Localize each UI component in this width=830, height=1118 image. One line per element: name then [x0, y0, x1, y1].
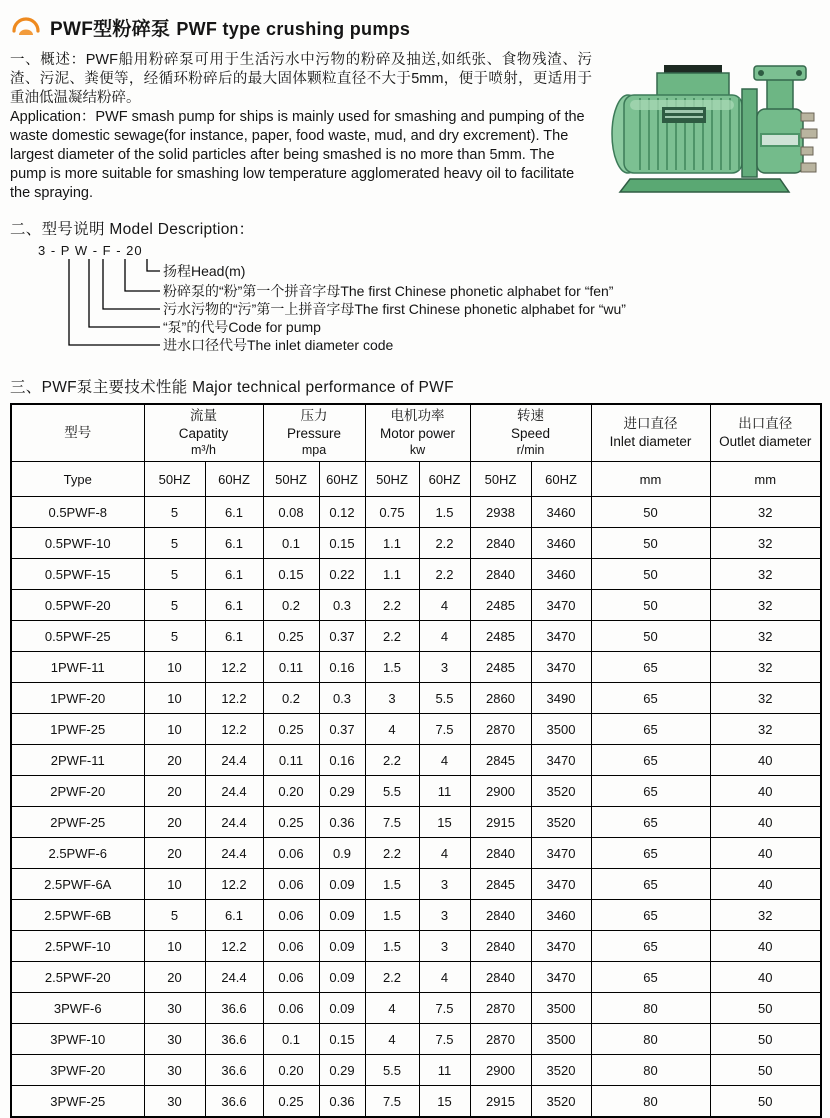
model-type-cell: 2PWF-11 [11, 745, 144, 776]
value-cell: 3520 [531, 807, 591, 838]
value-cell: 0.20 [263, 1055, 319, 1086]
model-code-diagram [28, 243, 820, 361]
value-cell: 36.6 [205, 1024, 263, 1055]
pump-photo [602, 53, 820, 201]
value-cell: 2870 [470, 993, 531, 1024]
overview-section [10, 51, 820, 203]
value-cell: 24.4 [205, 807, 263, 838]
value-cell: 5 [144, 559, 205, 590]
value-cell: 2840 [470, 838, 531, 869]
model-type-cell: 2.5PWF-6A [11, 869, 144, 900]
value-cell: 0.2 [263, 683, 319, 714]
value-cell: 15 [419, 1086, 470, 1118]
model-type-cell: 3PWF-20 [11, 1055, 144, 1086]
table-row [11, 652, 821, 683]
col-outlet-diameter [710, 404, 821, 462]
value-cell: 50 [591, 590, 710, 621]
value-cell: 0.15 [319, 528, 365, 559]
col-speed-zh: 转速 [517, 408, 544, 424]
value-cell: 65 [591, 776, 710, 807]
value-cell: 3460 [531, 528, 591, 559]
value-cell: 1.5 [419, 497, 470, 528]
value-cell: 3470 [531, 869, 591, 900]
table-row [11, 528, 821, 559]
col-motor-zh: 电机功率 [390, 408, 445, 424]
value-cell: 50 [591, 528, 710, 559]
col-outlet-zh: 出口直径 [738, 416, 793, 432]
value-cell: 2900 [470, 776, 531, 807]
overview-paragraph-zh: 一、概述：PWF船用粉碎泵可用于生活污水中污物的粉碎及抽送,如纸张、食物残渣、污渣、污泥、粪便等，经循环粉碎后的最大固体颗粒直径不大于5mm，便于喷射，更适用于重油低温凝结粉碎。 [10, 52, 592, 106]
table-row [11, 838, 821, 869]
value-cell: 3 [419, 931, 470, 962]
value-cell: 0.25 [263, 714, 319, 745]
value-cell: 3460 [531, 559, 591, 590]
value-cell: 10 [144, 714, 205, 745]
value-cell: 4 [419, 962, 470, 993]
value-cell: 7.5 [419, 1024, 470, 1055]
value-cell: 12.2 [205, 683, 263, 714]
value-cell: 0.06 [263, 993, 319, 1024]
table-row [11, 559, 821, 590]
value-cell: 24.4 [205, 838, 263, 869]
overview-paragraph-en: Application：PWF smash pump for ships is mainly used for smashing and pumping of the waste domestic sewage(for instance, paper, food waste, mud, and dry excrement). The largest diameter of the solid particles after being smashed is no more than 5mm. The pump is more suitable for smashing low temperature agglomerated heavy oil to facilitate the spraying. [10, 109, 585, 201]
value-cell: 0.1 [263, 1024, 319, 1055]
value-cell: 12.2 [205, 931, 263, 962]
col-motor-unit: kw [409, 443, 426, 458]
value-cell: 40 [710, 869, 821, 900]
value-cell: 2.2 [365, 962, 419, 993]
value-cell: 3500 [531, 714, 591, 745]
value-cell: 1.1 [365, 559, 419, 590]
value-cell: 36.6 [205, 1055, 263, 1086]
col-capacity-unit: m³/h [191, 443, 216, 458]
model-label-head: 扬程Head(m) [163, 263, 246, 279]
value-cell: 2840 [470, 900, 531, 931]
value-cell: 2.2 [419, 559, 470, 590]
value-cell: 80 [591, 1086, 710, 1118]
value-cell: 50 [710, 1055, 821, 1086]
value-cell: 12.2 [205, 652, 263, 683]
value-cell: 3 [419, 652, 470, 683]
col-capacity-zh: 流量 [190, 408, 217, 424]
model-label-inlet-code: 进水口径代号The inlet diameter code [163, 337, 394, 353]
value-cell: 2860 [470, 683, 531, 714]
model-label-pump-code: “泵”的代号Code for pump [163, 319, 321, 335]
value-cell: 7.5 [419, 993, 470, 1024]
value-cell: 5 [144, 900, 205, 931]
value-cell: 80 [591, 1055, 710, 1086]
page-title-en: PWF type crushing pumps [176, 19, 411, 39]
value-cell: 10 [144, 652, 205, 683]
page-header [10, 14, 820, 41]
col-motor-en: Motor power [379, 425, 456, 441]
value-cell: 6.1 [205, 621, 263, 652]
col-pressure-zh: 压力 [300, 408, 328, 424]
value-cell: 24.4 [205, 745, 263, 776]
value-cell: 40 [710, 962, 821, 993]
value-cell: 6.1 [205, 590, 263, 621]
value-cell: 12.2 [205, 869, 263, 900]
value-cell: 30 [144, 1024, 205, 1055]
value-cell: 0.09 [319, 869, 365, 900]
value-cell: 65 [591, 962, 710, 993]
value-cell: 2840 [470, 528, 531, 559]
model-type-cell: 2PWF-25 [11, 807, 144, 838]
value-cell: 30 [144, 993, 205, 1024]
value-cell: 65 [591, 683, 710, 714]
col-speed [470, 404, 591, 462]
value-cell: 65 [591, 652, 710, 683]
value-cell: 3460 [531, 900, 591, 931]
value-cell: 2485 [470, 621, 531, 652]
value-cell: 0.20 [263, 776, 319, 807]
subcol-speed-60hz: 60HZ [531, 462, 591, 497]
value-cell: 3470 [531, 621, 591, 652]
value-cell: 5 [144, 621, 205, 652]
value-cell: 32 [710, 559, 821, 590]
value-cell: 24.4 [205, 962, 263, 993]
subcol-pressure-60hz: 60HZ [319, 462, 365, 497]
subcol-motor-60hz: 60HZ [419, 462, 470, 497]
value-cell: 0.09 [319, 900, 365, 931]
value-cell: 0.15 [263, 559, 319, 590]
value-cell: 40 [710, 776, 821, 807]
model-label-wu: 污水污物的“污”第一上拼音字母The first Chinese phonetic alphabet for “wu” [163, 301, 626, 317]
table-header [11, 404, 821, 497]
value-cell: 4 [365, 714, 419, 745]
value-cell: 0.11 [263, 745, 319, 776]
value-cell: 3470 [531, 962, 591, 993]
value-cell: 32 [710, 652, 821, 683]
table-row [11, 900, 821, 931]
value-cell: 6.1 [205, 900, 263, 931]
model-type-cell: 0.5PWF-8 [11, 497, 144, 528]
subcol-speed-50hz: 50HZ [470, 462, 531, 497]
model-type-cell: 1PWF-20 [11, 683, 144, 714]
value-cell: 0.3 [319, 590, 365, 621]
value-cell: 32 [710, 621, 821, 652]
value-cell: 0.09 [319, 931, 365, 962]
subcol-outlet-mm: mm [710, 462, 821, 497]
value-cell: 0.29 [319, 1055, 365, 1086]
col-pressure-unit: mpa [301, 443, 327, 458]
model-type-cell: 0.5PWF-20 [11, 590, 144, 621]
col-pressure-en: Pressure [286, 425, 342, 441]
value-cell: 36.6 [205, 993, 263, 1024]
value-cell: 2900 [470, 1055, 531, 1086]
value-cell: 40 [710, 807, 821, 838]
value-cell: 3520 [531, 1086, 591, 1118]
value-cell: 2.2 [365, 745, 419, 776]
value-cell: 2485 [470, 652, 531, 683]
value-cell: 2870 [470, 714, 531, 745]
value-cell: 0.29 [319, 776, 365, 807]
model-label-fen: 粉碎泵的“粉”第一个拼音字母The first Chinese phonetic alphabet for “fen” [163, 283, 614, 299]
value-cell: 0.09 [319, 962, 365, 993]
value-cell: 32 [710, 528, 821, 559]
value-cell: 12.2 [205, 714, 263, 745]
value-cell: 32 [710, 714, 821, 745]
value-cell: 40 [710, 745, 821, 776]
performance-table [10, 403, 822, 1118]
table-body [11, 497, 821, 1118]
value-cell: 0.12 [319, 497, 365, 528]
value-cell: 2870 [470, 1024, 531, 1055]
model-type-cell: 0.5PWF-15 [11, 559, 144, 590]
subcol-motor-50hz: 50HZ [365, 462, 419, 497]
model-type-cell: 2.5PWF-6B [11, 900, 144, 931]
value-cell: 6.1 [205, 528, 263, 559]
value-cell: 5 [144, 528, 205, 559]
value-cell: 15 [419, 807, 470, 838]
subcol-capacity-60hz: 60HZ [205, 462, 263, 497]
value-cell: 0.9 [319, 838, 365, 869]
value-cell: 0.22 [319, 559, 365, 590]
model-type-cell: 0.5PWF-10 [11, 528, 144, 559]
table-row [11, 714, 821, 745]
value-cell: 3470 [531, 745, 591, 776]
value-cell: 2840 [470, 931, 531, 962]
value-cell: 6.1 [205, 559, 263, 590]
value-cell: 2915 [470, 807, 531, 838]
value-cell: 30 [144, 1055, 205, 1086]
col-inlet-en: Inlet diameter [609, 434, 692, 449]
value-cell: 80 [591, 993, 710, 1024]
col-capacity-en: Capatity [178, 425, 229, 441]
value-cell: 0.09 [319, 993, 365, 1024]
value-cell: 7.5 [365, 807, 419, 838]
value-cell: 11 [419, 776, 470, 807]
value-cell: 5.5 [419, 683, 470, 714]
value-cell: 50 [710, 1024, 821, 1055]
value-cell: 40 [710, 838, 821, 869]
value-cell: 4 [419, 838, 470, 869]
value-cell: 2840 [470, 962, 531, 993]
value-cell: 1.5 [365, 900, 419, 931]
subcol-pressure-50hz: 50HZ [263, 462, 319, 497]
value-cell: 0.36 [319, 807, 365, 838]
table-row [11, 1055, 821, 1086]
value-cell: 0.06 [263, 869, 319, 900]
table-row [11, 1024, 821, 1055]
value-cell: 1.5 [365, 869, 419, 900]
value-cell: 20 [144, 745, 205, 776]
col-inlet-zh: 进口直径 [623, 416, 678, 432]
value-cell: 0.37 [319, 714, 365, 745]
model-type-cell: 2.5PWF-20 [11, 962, 144, 993]
value-cell: 1.5 [365, 931, 419, 962]
value-cell: 10 [144, 683, 205, 714]
col-speed-en: Speed [510, 425, 551, 441]
value-cell: 0.36 [319, 1086, 365, 1118]
value-cell: 4 [365, 993, 419, 1024]
value-cell: 3470 [531, 590, 591, 621]
value-cell: 2.2 [365, 590, 419, 621]
value-cell: 20 [144, 776, 205, 807]
model-type-cell: 2.5PWF-10 [11, 931, 144, 962]
value-cell: 0.06 [263, 931, 319, 962]
value-cell: 0.06 [263, 900, 319, 931]
col-motor-power [365, 404, 470, 462]
value-cell: 2.2 [365, 838, 419, 869]
table-row [11, 931, 821, 962]
model-type-cell: 2PWF-20 [11, 776, 144, 807]
value-cell: 3520 [531, 1055, 591, 1086]
value-cell: 6.1 [205, 497, 263, 528]
subcol-inlet-mm: mm [591, 462, 710, 497]
model-type-cell: 1PWF-25 [11, 714, 144, 745]
subcol-type-en: Type [11, 462, 144, 497]
value-cell: 65 [591, 807, 710, 838]
value-cell: 3500 [531, 993, 591, 1024]
model-type-cell: 3PWF-10 [11, 1024, 144, 1055]
value-cell: 50 [710, 993, 821, 1024]
model-code: 3 - P W - F - 20 [38, 243, 143, 258]
value-cell: 3 [365, 683, 419, 714]
value-cell: 2.2 [365, 621, 419, 652]
value-cell: 3520 [531, 776, 591, 807]
value-cell: 2840 [470, 559, 531, 590]
col-speed-unit: r/min [516, 443, 545, 458]
table-row [11, 993, 821, 1024]
value-cell: 2845 [470, 869, 531, 900]
value-cell: 10 [144, 931, 205, 962]
value-cell: 0.16 [319, 652, 365, 683]
value-cell: 7.5 [419, 714, 470, 745]
value-cell: 0.75 [365, 497, 419, 528]
value-cell: 10 [144, 869, 205, 900]
value-cell: 2845 [470, 745, 531, 776]
value-cell: 50 [591, 621, 710, 652]
value-cell: 65 [591, 714, 710, 745]
value-cell: 50 [591, 497, 710, 528]
value-cell: 20 [144, 962, 205, 993]
value-cell: 0.1 [263, 528, 319, 559]
value-cell: 40 [710, 931, 821, 962]
value-cell: 2485 [470, 590, 531, 621]
model-type-cell: 3PWF-25 [11, 1086, 144, 1118]
value-cell: 0.08 [263, 497, 319, 528]
value-cell: 11 [419, 1055, 470, 1086]
table-row [11, 745, 821, 776]
value-cell: 4 [419, 621, 470, 652]
value-cell: 0.2 [263, 590, 319, 621]
value-cell: 30 [144, 1086, 205, 1118]
table-row [11, 590, 821, 621]
value-cell: 0.11 [263, 652, 319, 683]
value-cell: 1.1 [365, 528, 419, 559]
value-cell: 65 [591, 931, 710, 962]
model-type-cell: 1PWF-11 [11, 652, 144, 683]
table-row [11, 683, 821, 714]
table-row [11, 776, 821, 807]
value-cell: 20 [144, 838, 205, 869]
model-type-cell: 3PWF-6 [11, 993, 144, 1024]
value-cell: 3460 [531, 497, 591, 528]
page-title-zh: PWF型粉碎泵 [50, 19, 171, 40]
model-type-cell: 2.5PWF-6 [11, 838, 144, 869]
col-pressure [263, 404, 365, 462]
value-cell: 0.3 [319, 683, 365, 714]
value-cell: 3490 [531, 683, 591, 714]
value-cell: 0.06 [263, 838, 319, 869]
value-cell: 36.6 [205, 1086, 263, 1118]
value-cell: 2.2 [419, 528, 470, 559]
value-cell: 65 [591, 838, 710, 869]
page-title [50, 14, 410, 41]
value-cell: 32 [710, 497, 821, 528]
table-row [11, 869, 821, 900]
table-row [11, 497, 821, 528]
col-capacity [144, 404, 263, 462]
col-outlet-en: Outlet diameter [719, 434, 812, 449]
value-cell: 32 [710, 900, 821, 931]
value-cell: 0.16 [319, 745, 365, 776]
value-cell: 5 [144, 590, 205, 621]
value-cell: 65 [591, 869, 710, 900]
value-cell: 0.15 [319, 1024, 365, 1055]
brand-arc-logo-icon [10, 16, 42, 40]
value-cell: 2915 [470, 1086, 531, 1118]
value-cell: 3 [419, 900, 470, 931]
value-cell: 0.06 [263, 962, 319, 993]
value-cell: 3 [419, 869, 470, 900]
value-cell: 0.37 [319, 621, 365, 652]
value-cell: 7.5 [365, 1086, 419, 1118]
value-cell: 5.5 [365, 1055, 419, 1086]
value-cell: 65 [591, 900, 710, 931]
performance-table-heading: 三、PWF泵主要技术性能 Major technical performance of PWF [10, 379, 454, 396]
value-cell: 24.4 [205, 776, 263, 807]
value-cell: 4 [419, 590, 470, 621]
value-cell: 32 [710, 590, 821, 621]
value-cell: 3470 [531, 838, 591, 869]
col-type-zh: 型号 [11, 404, 144, 462]
value-cell: 5.5 [365, 776, 419, 807]
value-cell: 80 [591, 1024, 710, 1055]
table-row [11, 807, 821, 838]
value-cell: 3500 [531, 1024, 591, 1055]
model-description-heading: 二、型号说明 Model Description： [10, 221, 255, 238]
value-cell: 4 [365, 1024, 419, 1055]
value-cell: 5 [144, 497, 205, 528]
value-cell: 50 [710, 1086, 821, 1118]
value-cell: 4 [419, 745, 470, 776]
subcol-capacity-50hz: 50HZ [144, 462, 205, 497]
table-row [11, 1086, 821, 1118]
table-row [11, 962, 821, 993]
value-cell: 50 [591, 559, 710, 590]
value-cell: 2938 [470, 497, 531, 528]
value-cell: 0.25 [263, 621, 319, 652]
value-cell: 0.25 [263, 1086, 319, 1118]
col-inlet-diameter [591, 404, 710, 462]
model-type-cell: 0.5PWF-25 [11, 621, 144, 652]
value-cell: 20 [144, 807, 205, 838]
table-row [11, 621, 821, 652]
value-cell: 65 [591, 745, 710, 776]
value-cell: 32 [710, 683, 821, 714]
value-cell: 3470 [531, 652, 591, 683]
value-cell: 1.5 [365, 652, 419, 683]
value-cell: 0.25 [263, 807, 319, 838]
value-cell: 3470 [531, 931, 591, 962]
